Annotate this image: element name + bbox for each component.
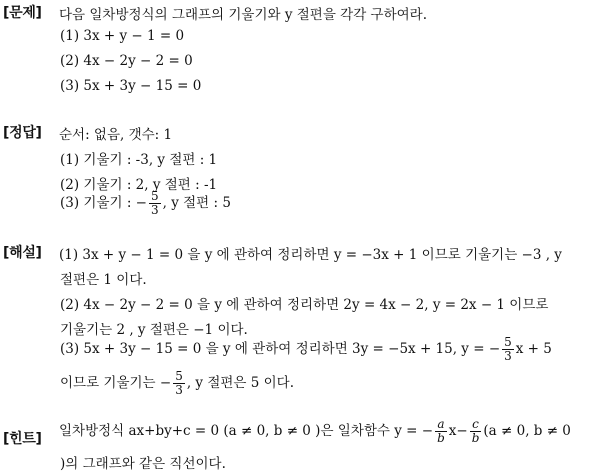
hint-section <box>0 418 592 470</box>
explanation-line-5-fraction <box>502 336 514 363</box>
explanation-line-3: (2) 4x − 2y − 2 = 0 을 y 에 관하여 정리하면 2y = 4x − 2, y = 2x − 1 이므로 <box>60 297 549 313</box>
hint-line-1-text: 일차방정식 ax+by+c = 0 (a ≠ 0, b ≠ 0 )은 일차함수 y = − <box>59 423 434 439</box>
hint-line-2: )의 그래프와 같은 직선이다. <box>60 456 226 472</box>
answer-item-1: (1) 기울기 : -3, y 절편 : 1 <box>60 152 218 168</box>
explanation-line-6 <box>60 370 294 397</box>
answer-tag: [정답] <box>3 125 42 141</box>
fraction-numerator: 5 <box>504 335 512 349</box>
problem-item-1: (1) 3x + y − 1 = 0 <box>60 28 185 44</box>
answer-item-3-prefix: (3) 기울기 : − <box>60 195 147 211</box>
explanation-line-6-fraction <box>173 370 185 397</box>
answer-section <box>0 120 592 230</box>
problem-item-3: (3) 5x + 3y − 15 = 0 <box>60 78 202 94</box>
explanation-tag: [해설] <box>3 245 42 261</box>
fraction-numerator: 5 <box>150 189 159 203</box>
problem-tag: [문제] <box>3 5 42 21</box>
fraction-denominator: b <box>437 431 445 445</box>
answer-text: 순서: 없음, 갯수: 1 <box>59 127 173 143</box>
answer-item-2: (2) 기울기 : 2, y 절편 : -1 <box>60 177 218 193</box>
answer-item-3-suffix: , y 절편 : 5 <box>162 195 231 211</box>
hint-fraction-a-over-b <box>435 418 447 445</box>
explanation-line-5-prefix: (3) 5x + 3y − 15 = 0 을 y 에 관하여 정리하면 3y = −5x + 15, y = − <box>60 341 501 357</box>
hint-line-1 <box>59 418 571 445</box>
explanation-line-6-prefix: 이므로 기울기는 − <box>60 375 172 391</box>
problem-section <box>0 0 592 100</box>
hint-line-1-condition: (a ≠ 0, b ≠ 0 <box>483 423 571 439</box>
answer-item-3 <box>60 190 231 217</box>
hint-line-1-middle: x− <box>448 423 468 439</box>
answer-item-3-fraction <box>149 190 161 217</box>
explanation-line-6-suffix: , y 절편은 5 이다. <box>186 375 294 391</box>
hint-fraction-c-over-b <box>470 418 482 445</box>
fraction-denominator: 3 <box>504 349 512 363</box>
problem-text: 다음 일차방정식의 그래프의 기울기와 y 절편을 각각 구하여라. <box>59 7 427 23</box>
fraction-denominator: 3 <box>150 203 159 217</box>
explanation-line-2: 절편은 1 이다. <box>60 272 147 288</box>
fraction-numerator: a <box>435 418 447 432</box>
fraction-numerator: 5 <box>175 369 183 383</box>
explanation-section <box>0 240 592 410</box>
explanation-line-5-suffix: x + 5 <box>515 341 552 357</box>
explanation-line-1: (1) 3x + y − 1 = 0 을 y 에 관하여 정리하면 y = −3x + 1 이므로 기울기는 −3 , y <box>59 247 562 263</box>
fraction-denominator: 3 <box>175 383 183 397</box>
explanation-line-4: 기울기는 2 , y 절편은 −1 이다. <box>60 322 248 338</box>
explanation-line-5 <box>60 336 552 363</box>
problem-item-2: (2) 4x − 2y − 2 = 0 <box>60 53 193 69</box>
fraction-denominator: b <box>471 431 480 445</box>
fraction-numerator: c <box>470 418 482 432</box>
hint-tag: [힌트] <box>3 431 42 447</box>
